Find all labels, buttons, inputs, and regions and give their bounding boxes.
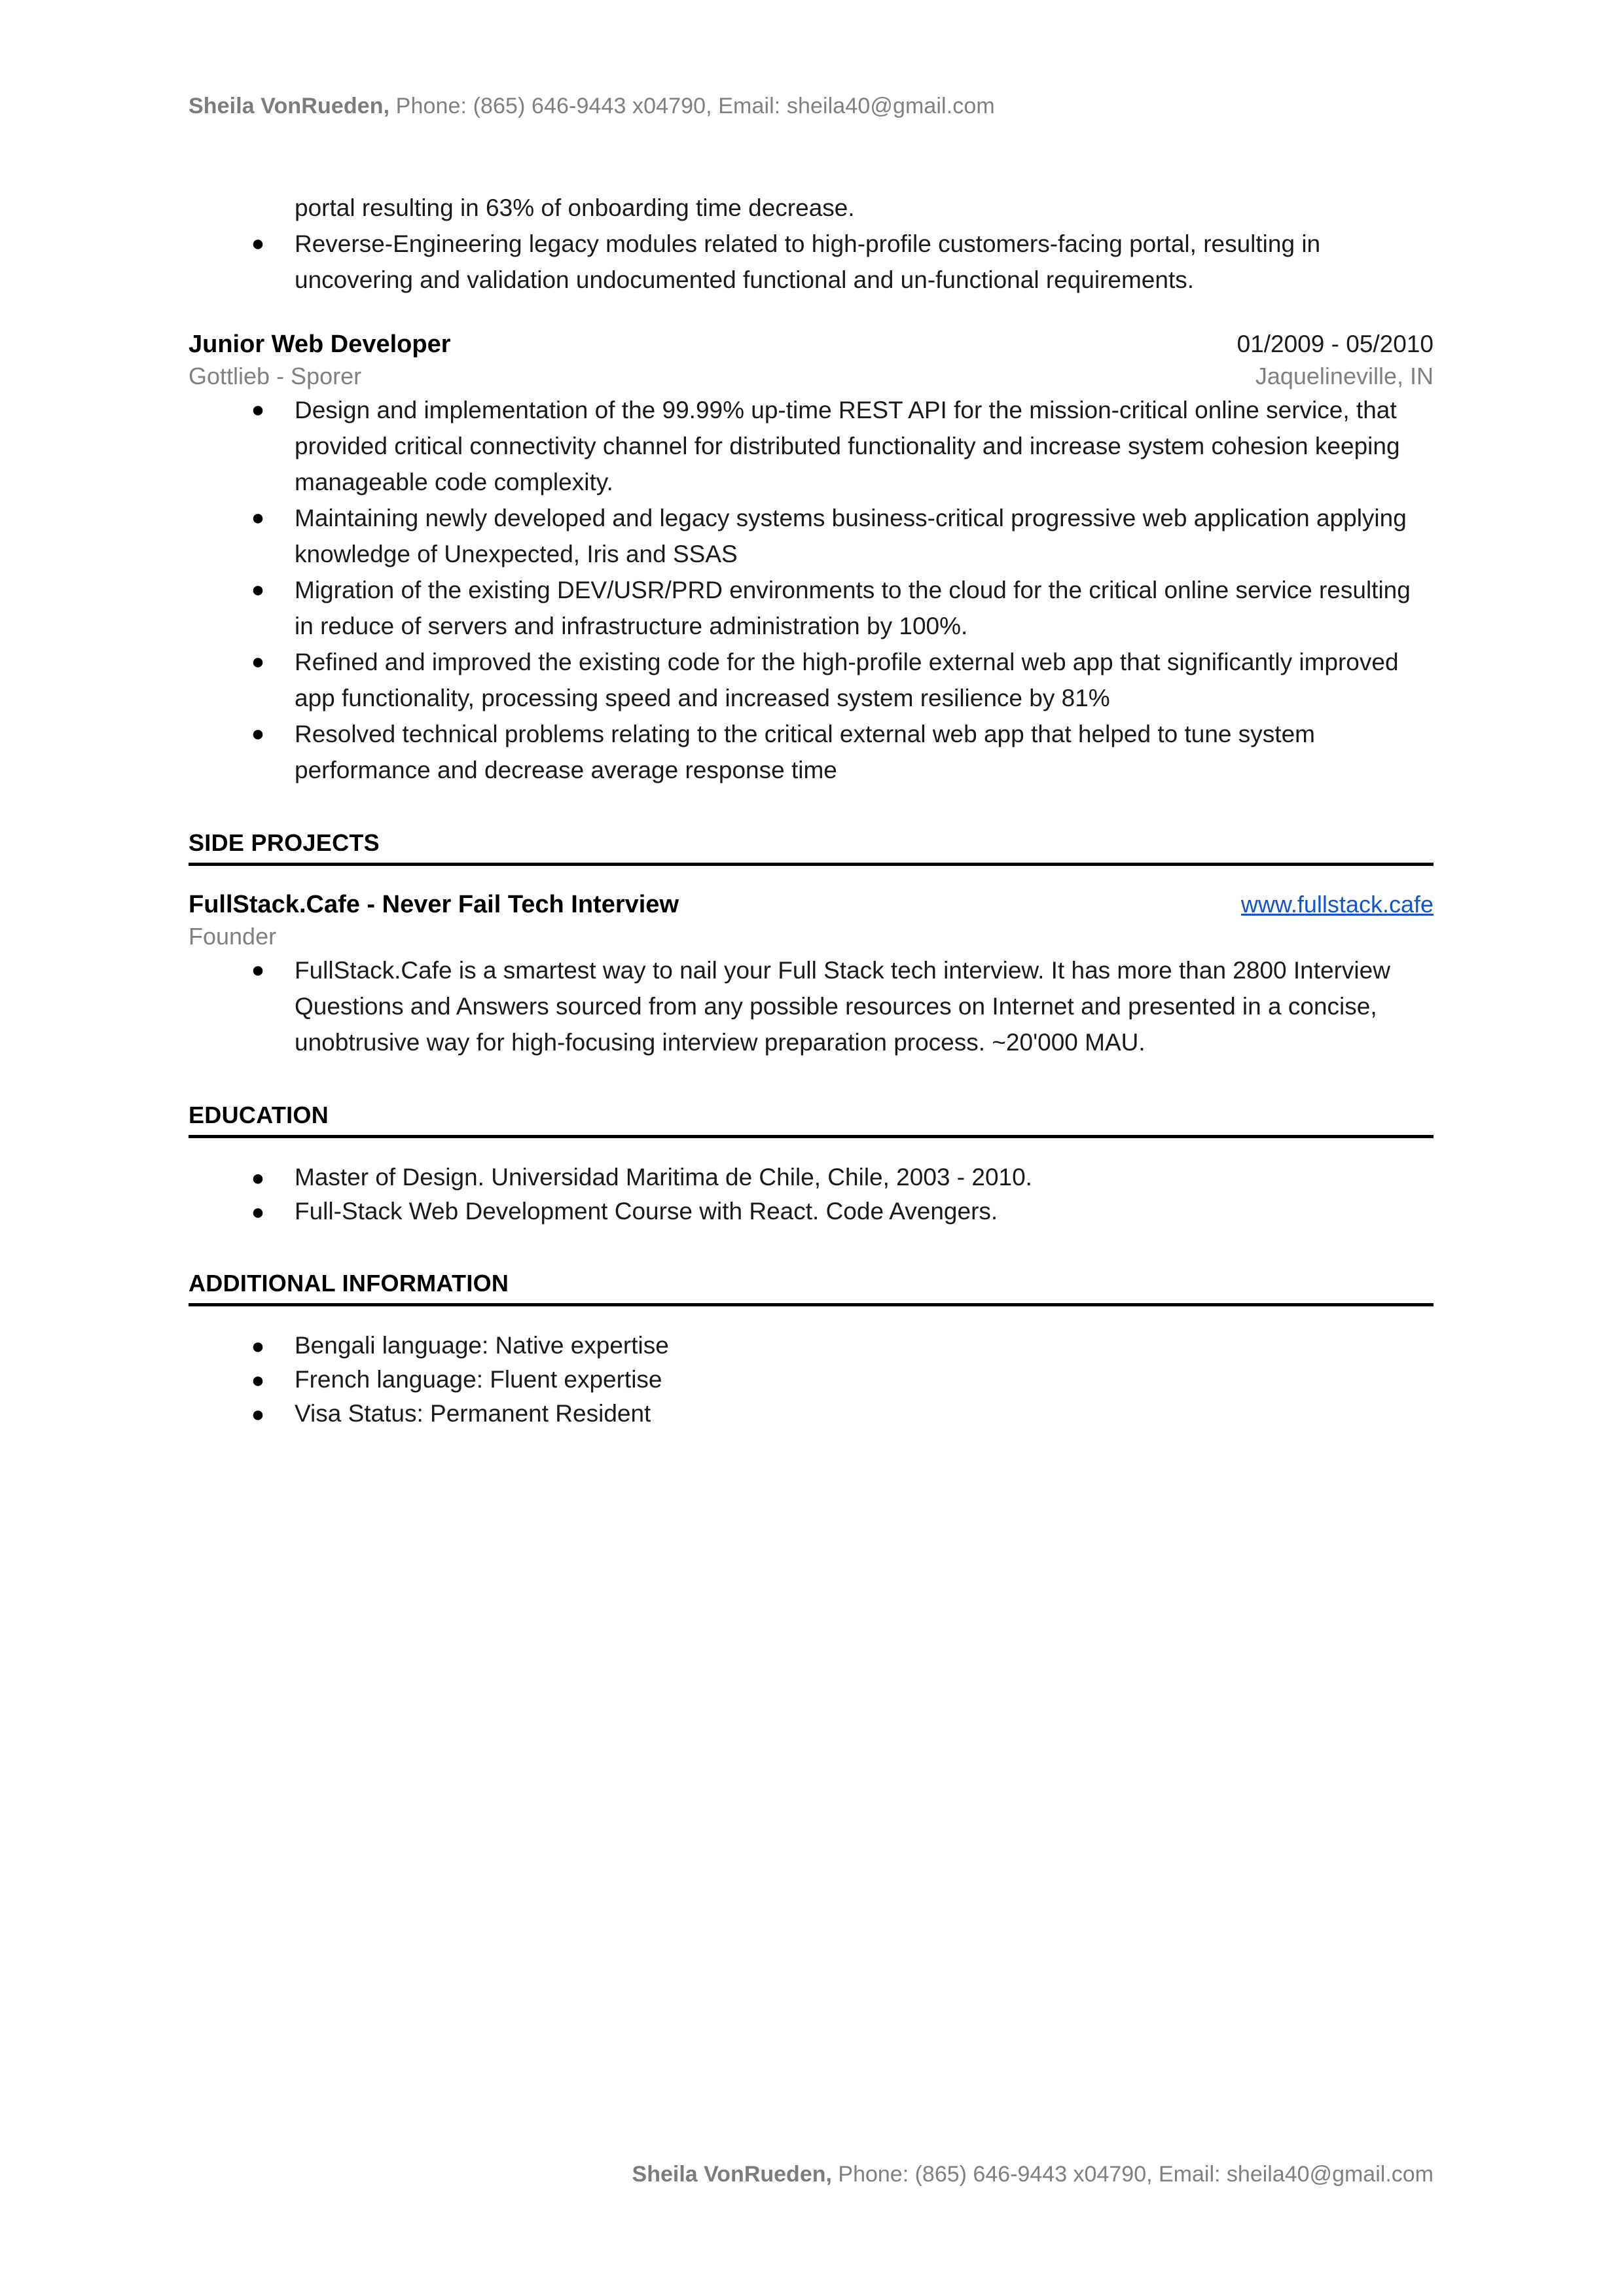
list-item-text: French language: Fluent expertise	[295, 1366, 662, 1393]
list-item-text: Master of Design. Universidad Maritima de Chile, Chile, 2003 - 2010.	[295, 1164, 1032, 1191]
list-item	[251, 226, 1434, 298]
list-item-text: Bengali language: Native expertise	[295, 1332, 669, 1359]
project-entry-header	[189, 888, 1434, 921]
experience-bullets	[189, 392, 1434, 788]
section-heading: ADDITIONAL INFORMATION	[189, 1270, 509, 1297]
list-item-text: Design and implementation of the 99.99% up-time REST API for the mission-critical online service, that provided critical connectivity channel for distributed functionality and increase system cohesion keeping manageable code complexity.	[295, 397, 1400, 495]
list-item-text: Migration of the existing DEV/USR/PRD environments to the cloud for the critical online service resulting in reduce of servers and infrastructure administration by 100%.	[295, 577, 1411, 639]
running-footer-contact: Phone: (865) 646-9443 x04790, Email: sheila40@gmail.com	[831, 2162, 1434, 2187]
education-bullets	[189, 1160, 1434, 1229]
section-heading: SIDE PROJECTS	[189, 829, 380, 856]
experience-entry	[189, 328, 1434, 788]
list-item	[251, 716, 1434, 788]
bullet-icon: ●	[251, 721, 265, 746]
experience-location: Jaquelineville, IN	[1255, 363, 1434, 389]
bullet-icon: ●	[251, 1200, 265, 1225]
list-item	[251, 500, 1434, 572]
section-heading: EDUCATION	[189, 1102, 329, 1128]
bullet-icon: ●	[251, 505, 265, 530]
section-divider	[189, 863, 1434, 866]
list-item	[251, 952, 1434, 1060]
running-footer	[189, 2160, 1434, 2189]
project-bullets	[189, 952, 1434, 1060]
project-link[interactable]: www.fullstack.cafe	[1240, 891, 1434, 918]
list-item	[251, 1397, 1434, 1431]
list-item	[251, 1160, 1434, 1194]
experience-job-title: Junior Web Developer	[189, 331, 451, 358]
project-title: FullStack.Cafe - Never Fail Tech Interview	[189, 891, 679, 918]
section-divider	[189, 1303, 1434, 1306]
bullet-icon: ●	[251, 231, 265, 256]
list-item	[251, 1329, 1434, 1363]
continuation-line: portal resulting in 63% of onboarding time decrease.	[295, 194, 855, 221]
list-item	[251, 1194, 1434, 1229]
section-education	[189, 1101, 1434, 1229]
project-role: Founder	[189, 923, 277, 950]
experience-entry-header	[189, 328, 1434, 361]
list-item-text: Full-Stack Web Development Course with React. Code Avengers.	[295, 1198, 998, 1225]
running-footer-name: Sheila VonRueden,	[632, 2162, 832, 2187]
resume-content	[189, 190, 1434, 1431]
list-item-text: Resolved technical problems relating to the critical external web app that helped to tune system performance and decrease average response time	[295, 721, 1315, 783]
section-divider	[189, 1135, 1434, 1138]
list-item	[251, 644, 1434, 716]
bullet-icon: ●	[251, 1402, 265, 1427]
experience-company: Gottlieb - Sporer	[189, 363, 362, 389]
running-header-name: Sheila VonRueden,	[189, 94, 390, 118]
list-item-text: Maintaining newly developed and legacy systems business-critical progressive web application applying knowledge of Unexpected, Iris and SSAS	[295, 505, 1407, 567]
bullet-icon: ●	[251, 577, 265, 602]
bullet-icon: ●	[251, 649, 265, 674]
section-additional-information	[189, 1269, 1434, 1431]
bullet-icon: ●	[251, 397, 265, 422]
bullet-icon: ●	[251, 1368, 265, 1393]
section-side-projects	[189, 829, 1434, 1060]
experience-dates: 01/2009 - 05/2010	[1236, 331, 1434, 357]
list-item-text: Visa Status: Permanent Resident	[295, 1400, 651, 1427]
list-item-text: Refined and improved the existing code for the high-profile external web app that significantly improved app functionality, processing speed and increased system resilience by 81%	[295, 649, 1399, 711]
continued-experience-bullets	[189, 226, 1434, 298]
section-content	[189, 1329, 1434, 1431]
section-content	[189, 888, 1434, 1060]
section-content	[189, 1160, 1434, 1229]
list-item	[251, 572, 1434, 644]
bullet-icon: ●	[251, 1334, 265, 1359]
continued-experience-block	[189, 190, 1434, 298]
experience-entry-subheader	[189, 361, 1434, 392]
running-header-contact: Phone: (865) 646-9443 x04790, Email: sheila40@gmail.com	[389, 94, 995, 118]
running-header	[189, 92, 1434, 120]
list-item-text: Reverse-Engineering legacy modules related to high-profile customers-facing portal, resulting in uncovering and validation undocumented functional and un-functional requirements.	[295, 230, 1321, 293]
list-item-text: FullStack.Cafe is a smartest way to nail your Full Stack tech interview. It has more than 2800 Interview Questions and Answers sourced from any possible resources on Internet and presented in a concise, unobtrusive way for high-focusing interview preparation process. ~20'000 MAU.	[295, 957, 1390, 1056]
list-item	[251, 1363, 1434, 1397]
list-item	[251, 392, 1434, 500]
additional-information-bullets	[189, 1329, 1434, 1431]
bullet-icon: ●	[251, 958, 265, 982]
bullet-icon: ●	[251, 1166, 265, 1191]
